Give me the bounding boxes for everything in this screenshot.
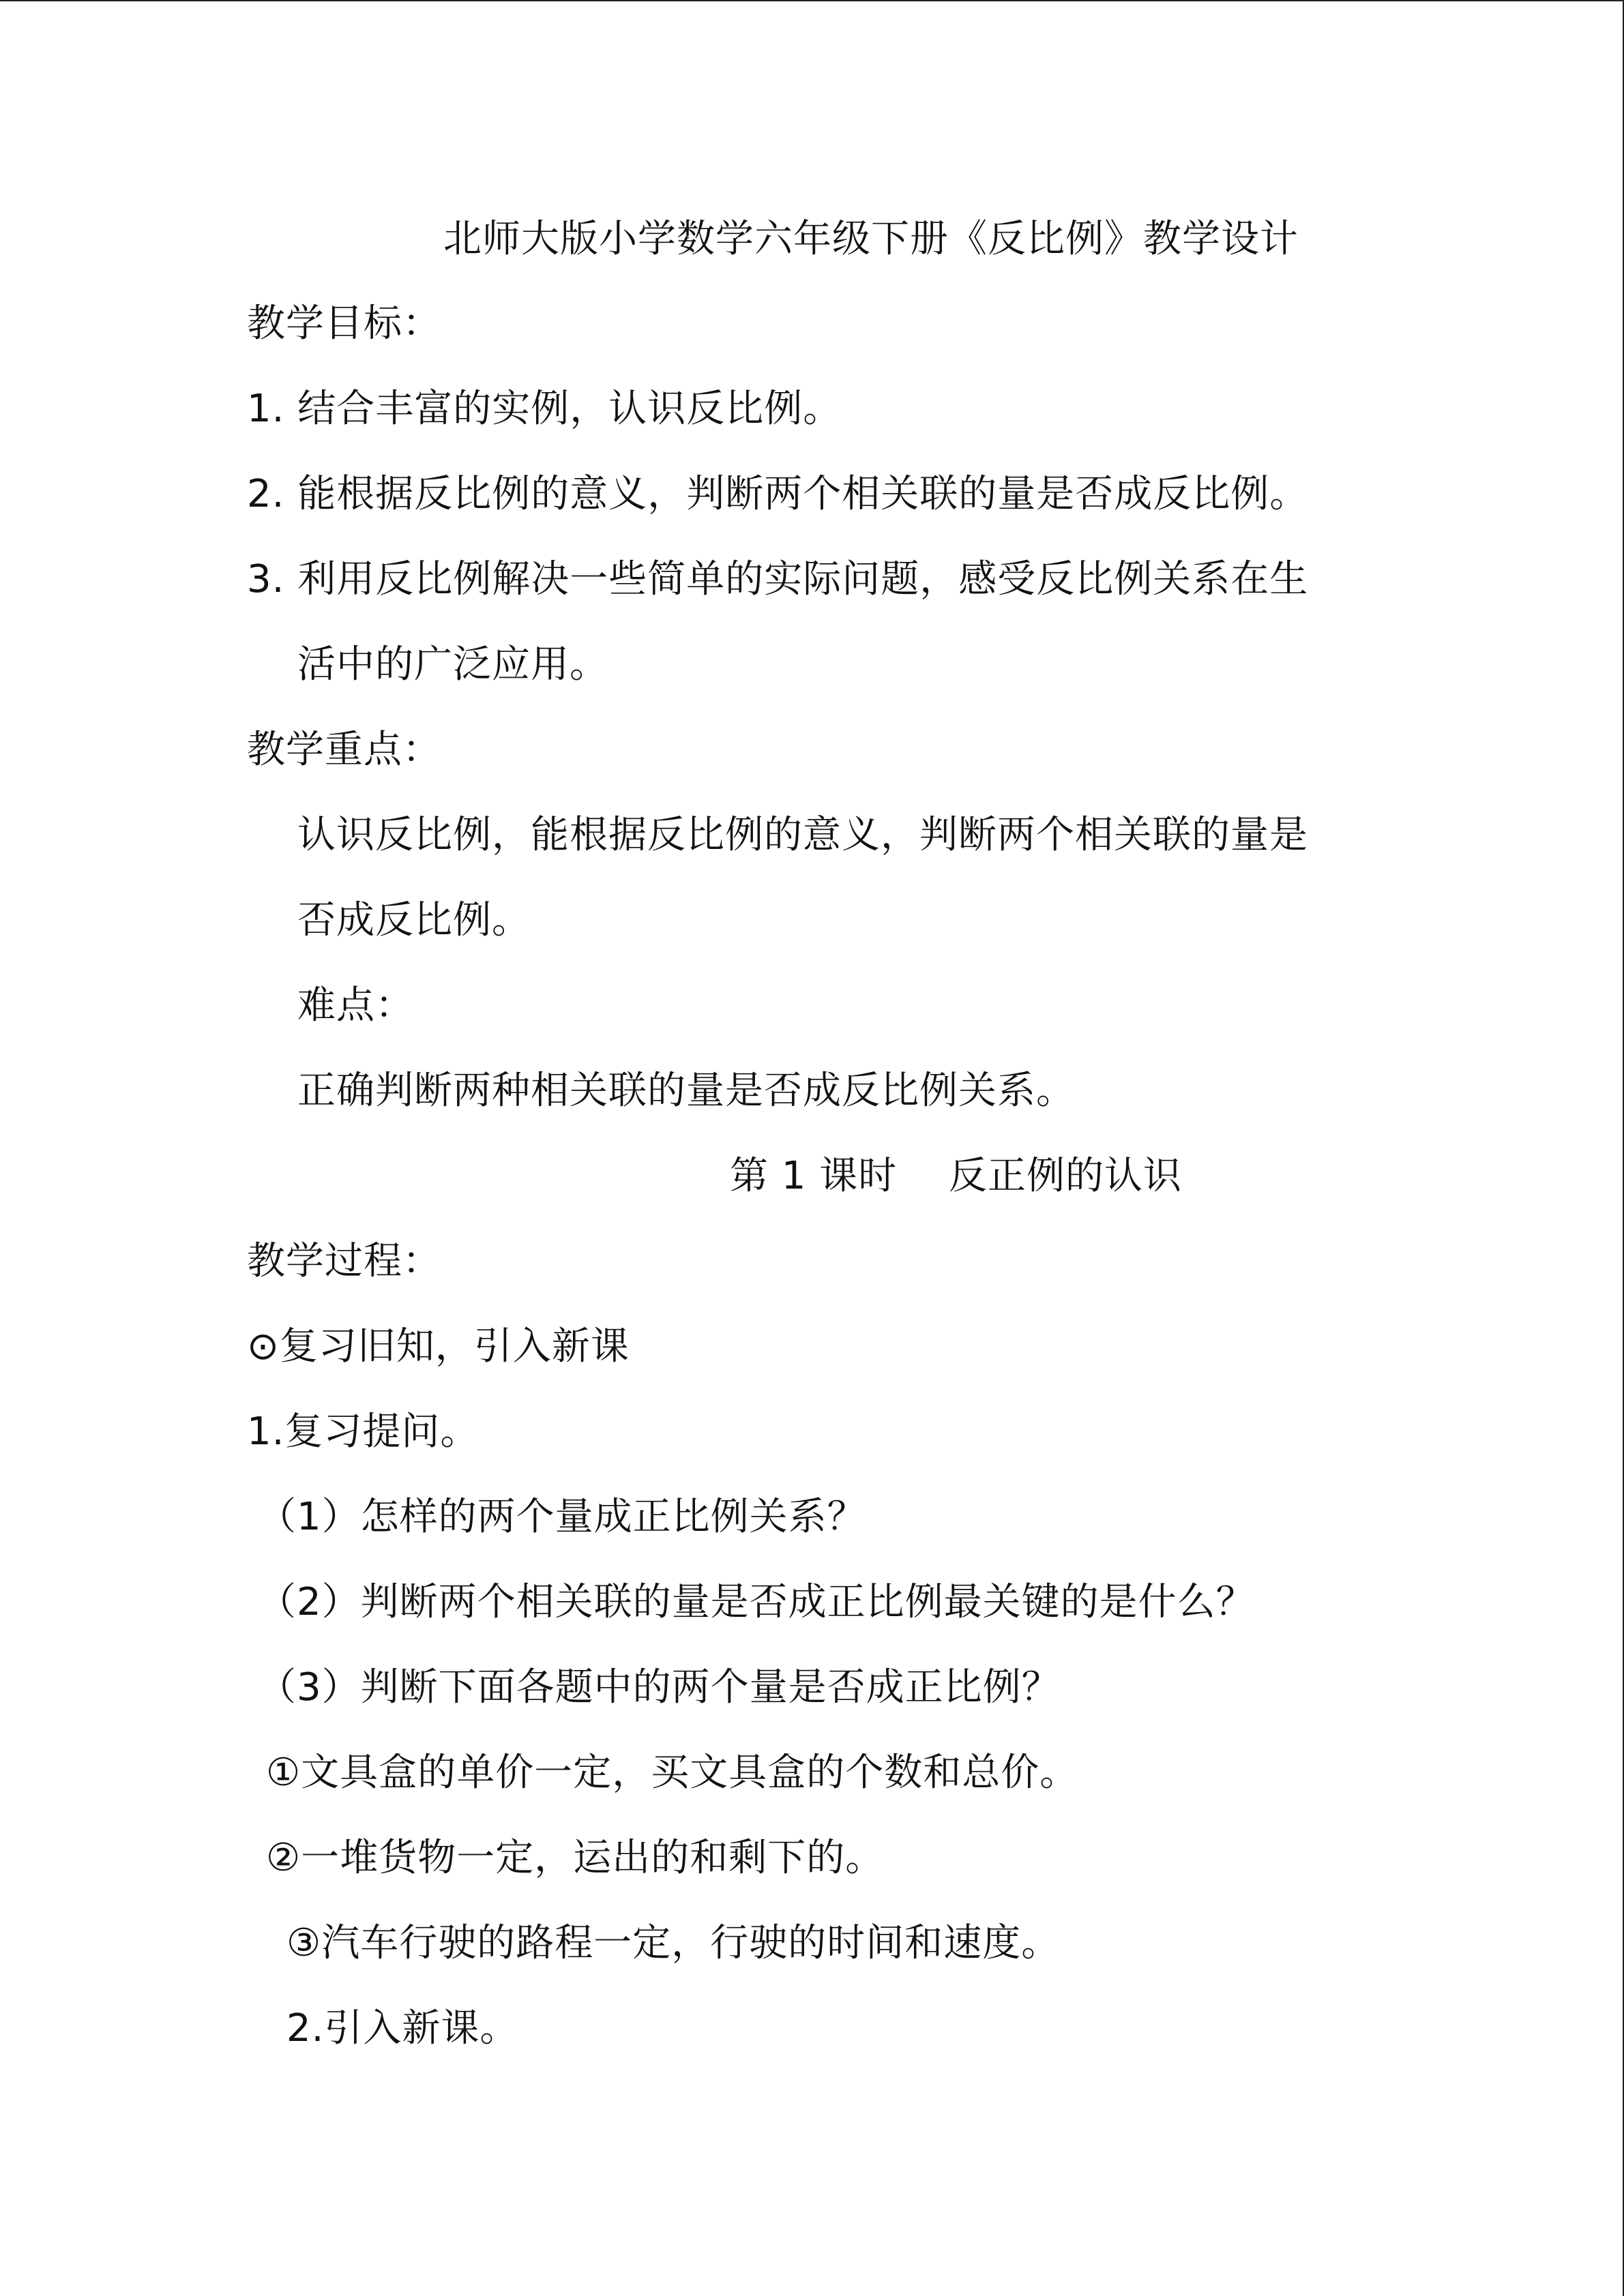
key-points-line-1: 认识反比例，能根据反比例的意义，判断两个相关联的量是: [297, 813, 1308, 857]
review-item: 1.复习提问。: [247, 1410, 479, 1454]
objective-item-1: 1. 结合丰富的实例，认识反比例。: [247, 387, 842, 431]
objective-item-3-continued: 活中的广泛应用。: [297, 642, 608, 687]
objective-item-2: 2. 能根据反比例的意义，判断两个相关联的量是否成反比例。: [247, 472, 1309, 516]
section-review-heading: ⊙复习旧知，引入新课: [247, 1324, 630, 1369]
difficulty-heading: 难点：: [297, 983, 414, 1028]
difficulty-text: 正确判断两种相关联的量是否成反比例关系。: [297, 1069, 1075, 1113]
example-1: ①文具盒的单价一定，买文具盒的个数和总价。: [266, 1750, 1079, 1795]
question-2: （2）判断两个相关联的量是否成正比例最关键的是什么？: [258, 1580, 1255, 1624]
objectives-heading: 教学目标：: [247, 301, 441, 346]
question-3: （3）判断下面各题中的两个量是否成正比例？: [258, 1665, 1061, 1710]
document-title: 北师大版小学数学六年级下册《反比例》教学设计: [443, 217, 1299, 261]
objective-item-3: 3. 利用反比例解决一些简单的实际问题，感受反比例关系在生: [247, 557, 1309, 601]
question-1: （1）怎样的两个量成正比例关系？: [258, 1495, 866, 1539]
key-points-heading: 教学重点：: [247, 728, 441, 772]
example-2: ②一堆货物一定，运出的和剩下的。: [266, 1836, 885, 1880]
example-3: ③汽车行驶的路程一定，行驶的时间和速度。: [286, 1921, 1061, 1965]
key-points-line-2: 否成反比例。: [297, 898, 531, 942]
lesson-title: 第 1 课时 反正例的认识: [730, 1154, 1183, 1198]
process-heading: 教学过程：: [247, 1239, 441, 1283]
intro-item: 2.引入新课。: [286, 2006, 519, 2051]
